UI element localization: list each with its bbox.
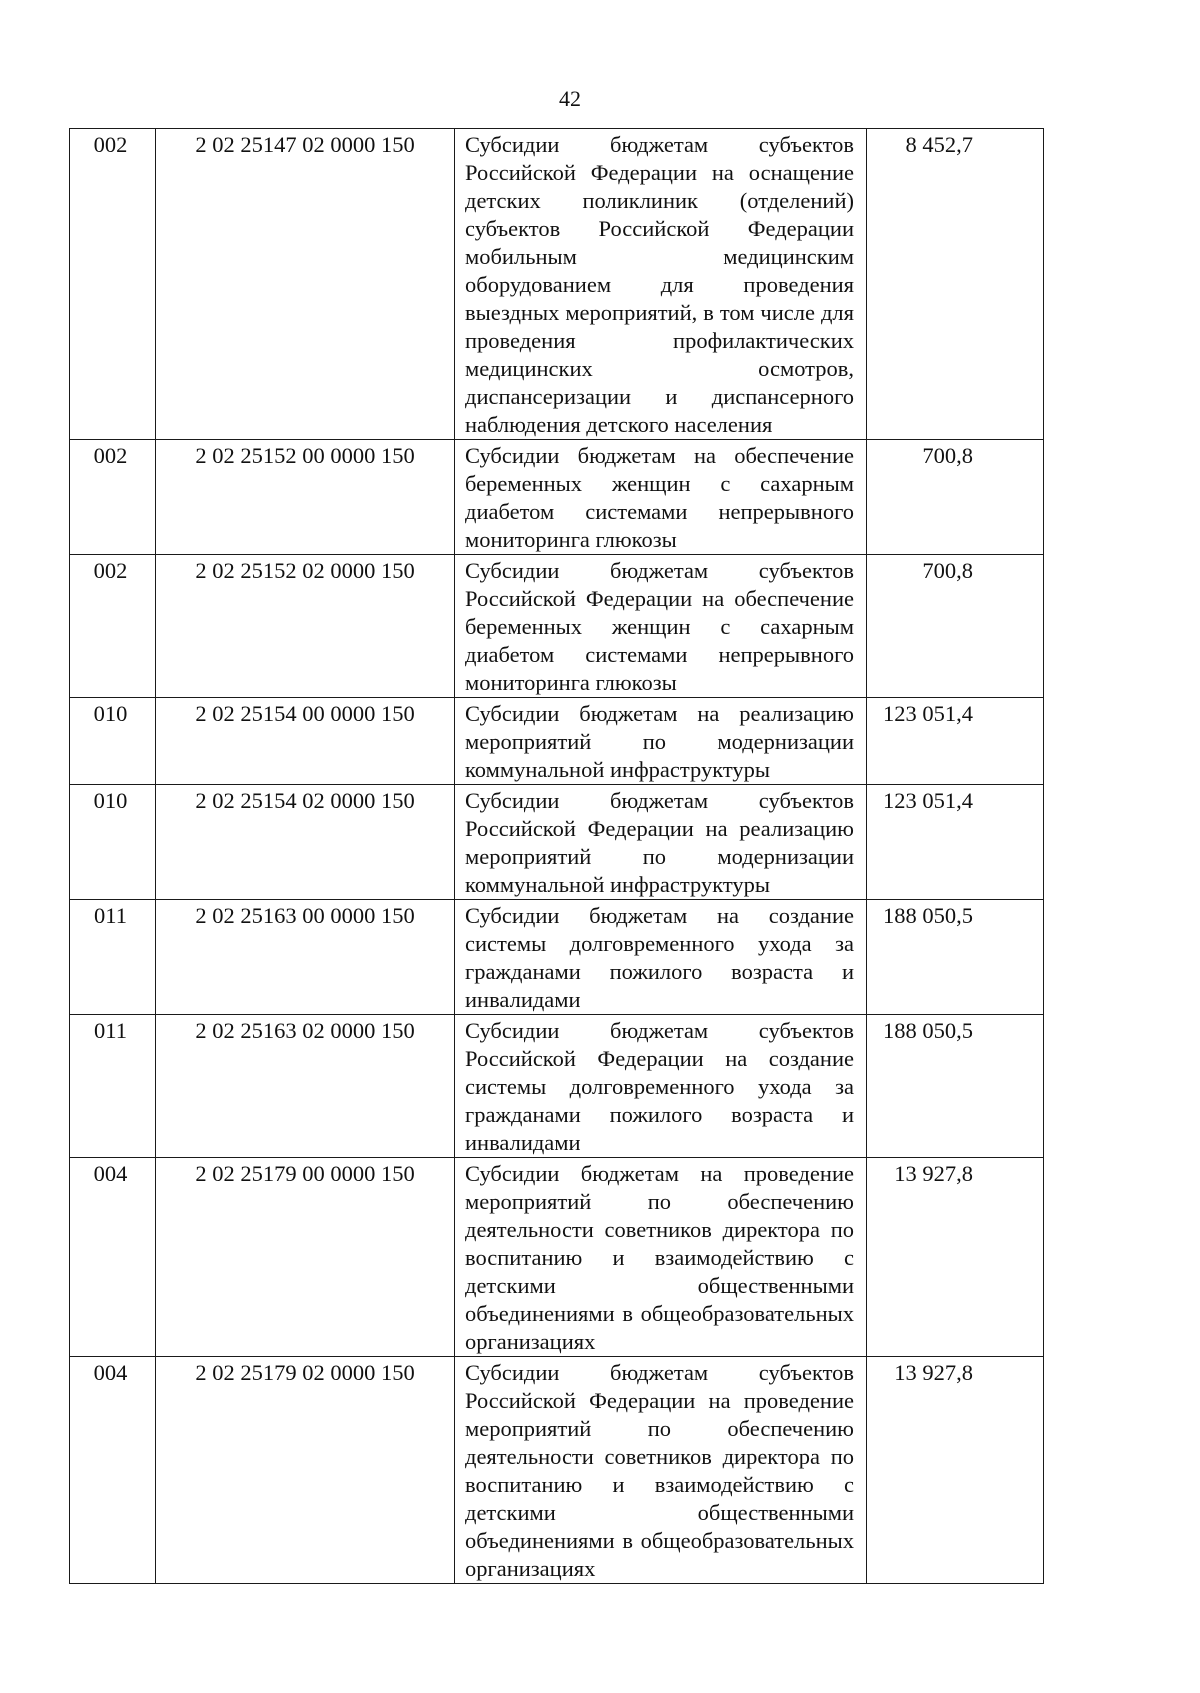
admin-code: 010 [93, 788, 128, 813]
name-cell [455, 440, 867, 555]
kbk-cell [156, 1357, 455, 1584]
kbk-code: 2 02 25152 00 0000 150 [195, 443, 415, 468]
amount-cell [867, 129, 1044, 440]
admin-code-cell [70, 1158, 156, 1357]
table-row [70, 900, 1044, 1015]
admin-code-cell [70, 129, 156, 440]
amount-cell [867, 785, 1044, 900]
amount: 13 927,8 [894, 1161, 973, 1186]
admin-code-cell [70, 900, 156, 1015]
amount-cell [867, 900, 1044, 1015]
admin-code: 010 [93, 701, 128, 726]
kbk-cell [156, 1015, 455, 1158]
page-number: 42 [559, 86, 581, 111]
kbk-cell [156, 900, 455, 1015]
amount: 8 452,7 [905, 132, 973, 157]
table-row [70, 1357, 1044, 1584]
name-cell [455, 785, 867, 900]
income-name: Субсидии бюджетам на проведение мероприятий по обеспечению деятельности советников директора по воспитанию и взаимодействию с детскими общественными объединениями в общеобразовательных организациях [465, 1161, 854, 1354]
amount: 188 050,5 [883, 903, 973, 928]
amount: 700,8 [922, 443, 973, 468]
admin-code-cell [70, 440, 156, 555]
name-cell [455, 1357, 867, 1584]
income-name: Субсидии бюджетам субъектов Российской Федерации на создание системы долговременного ухода за гражданами пожилого возраста и инвалидами [465, 1018, 854, 1155]
income-name: Субсидии бюджетам на реализацию мероприятий по модернизации коммунальной инфраструктуры [465, 701, 854, 782]
table-row [70, 1158, 1044, 1357]
admin-code-cell [70, 1015, 156, 1158]
amount: 13 927,8 [894, 1360, 973, 1385]
admin-code: 002 [93, 558, 128, 583]
kbk-code: 2 02 25154 02 0000 150 [195, 788, 415, 813]
kbk-code: 2 02 25154 00 0000 150 [195, 701, 415, 726]
name-cell [455, 555, 867, 698]
admin-code: 004 [93, 1360, 128, 1385]
table-row [70, 440, 1044, 555]
kbk-cell [156, 698, 455, 785]
admin-code: 002 [93, 443, 128, 468]
name-cell [455, 1015, 867, 1158]
income-name: Субсидии бюджетам на создание системы долговременного ухода за гражданами пожилого возраста и инвалидами [465, 903, 854, 1012]
amount-cell [867, 1357, 1044, 1584]
income-name: Субсидии бюджетам субъектов Российской Федерации на обеспечение беременных женщин с сахарным диабетом системами непрерывного мониторинга глюкозы [465, 558, 854, 695]
kbk-cell [156, 129, 455, 440]
amount-cell [867, 1015, 1044, 1158]
amount: 123 051,4 [883, 701, 973, 726]
income-name: Субсидии бюджетам субъектов Российской Федерации на проведение мероприятий по обеспечению деятельности советников директора по воспитанию и взаимодействию с детскими общественными объединениями в общеобразовательных организациях [465, 1360, 854, 1581]
table-row [70, 129, 1044, 440]
kbk-code: 2 02 25179 02 0000 150 [195, 1360, 415, 1385]
kbk-code: 2 02 25147 02 0000 150 [195, 132, 415, 157]
budget-table-body [70, 129, 1044, 1584]
admin-code: 011 [94, 1018, 127, 1043]
admin-code-cell [70, 1357, 156, 1584]
name-cell [455, 900, 867, 1015]
amount: 123 051,4 [883, 788, 973, 813]
name-cell [455, 698, 867, 785]
amount: 188 050,5 [883, 1018, 973, 1043]
kbk-code: 2 02 25163 02 0000 150 [195, 1018, 415, 1043]
admin-code: 002 [93, 132, 128, 157]
kbk-code: 2 02 25163 00 0000 150 [195, 903, 415, 928]
kbk-cell [156, 555, 455, 698]
table-row [70, 785, 1044, 900]
name-cell [455, 129, 867, 440]
admin-code-cell [70, 785, 156, 900]
kbk-cell [156, 1158, 455, 1357]
income-name: Субсидии бюджетам субъектов Российской Федерации на оснащение детских поликлиник (отделений) субъектов Российской Федерации мобильным медицинским оборудованием для проведения выездных мероприятий, в том числе для проведения профилактических медицинских осмотров, диспансеризации и диспансерного наблюдения детского населения [465, 132, 854, 437]
admin-code: 011 [94, 903, 127, 928]
amount-cell [867, 1158, 1044, 1357]
income-name: Субсидии бюджетам субъектов Российской Федерации на реализацию мероприятий по модернизации коммунальной инфраструктуры [465, 788, 854, 897]
kbk-code: 2 02 25179 00 0000 150 [195, 1161, 415, 1186]
admin-code-cell [70, 555, 156, 698]
table-row [70, 1015, 1044, 1158]
admin-code-cell [70, 698, 156, 785]
amount-cell [867, 555, 1044, 698]
income-name: Субсидии бюджетам на обеспечение беременных женщин с сахарным диабетом системами непрерывного мониторинга глюкозы [465, 443, 854, 552]
kbk-cell [156, 785, 455, 900]
amount: 700,8 [922, 558, 973, 583]
kbk-cell [156, 440, 455, 555]
amount-cell [867, 440, 1044, 555]
amount-cell [867, 698, 1044, 785]
name-cell [455, 1158, 867, 1357]
kbk-code: 2 02 25152 02 0000 150 [195, 558, 415, 583]
table-row [70, 555, 1044, 698]
table-row [70, 698, 1044, 785]
budget-table [69, 128, 1044, 1584]
admin-code: 004 [93, 1161, 128, 1186]
